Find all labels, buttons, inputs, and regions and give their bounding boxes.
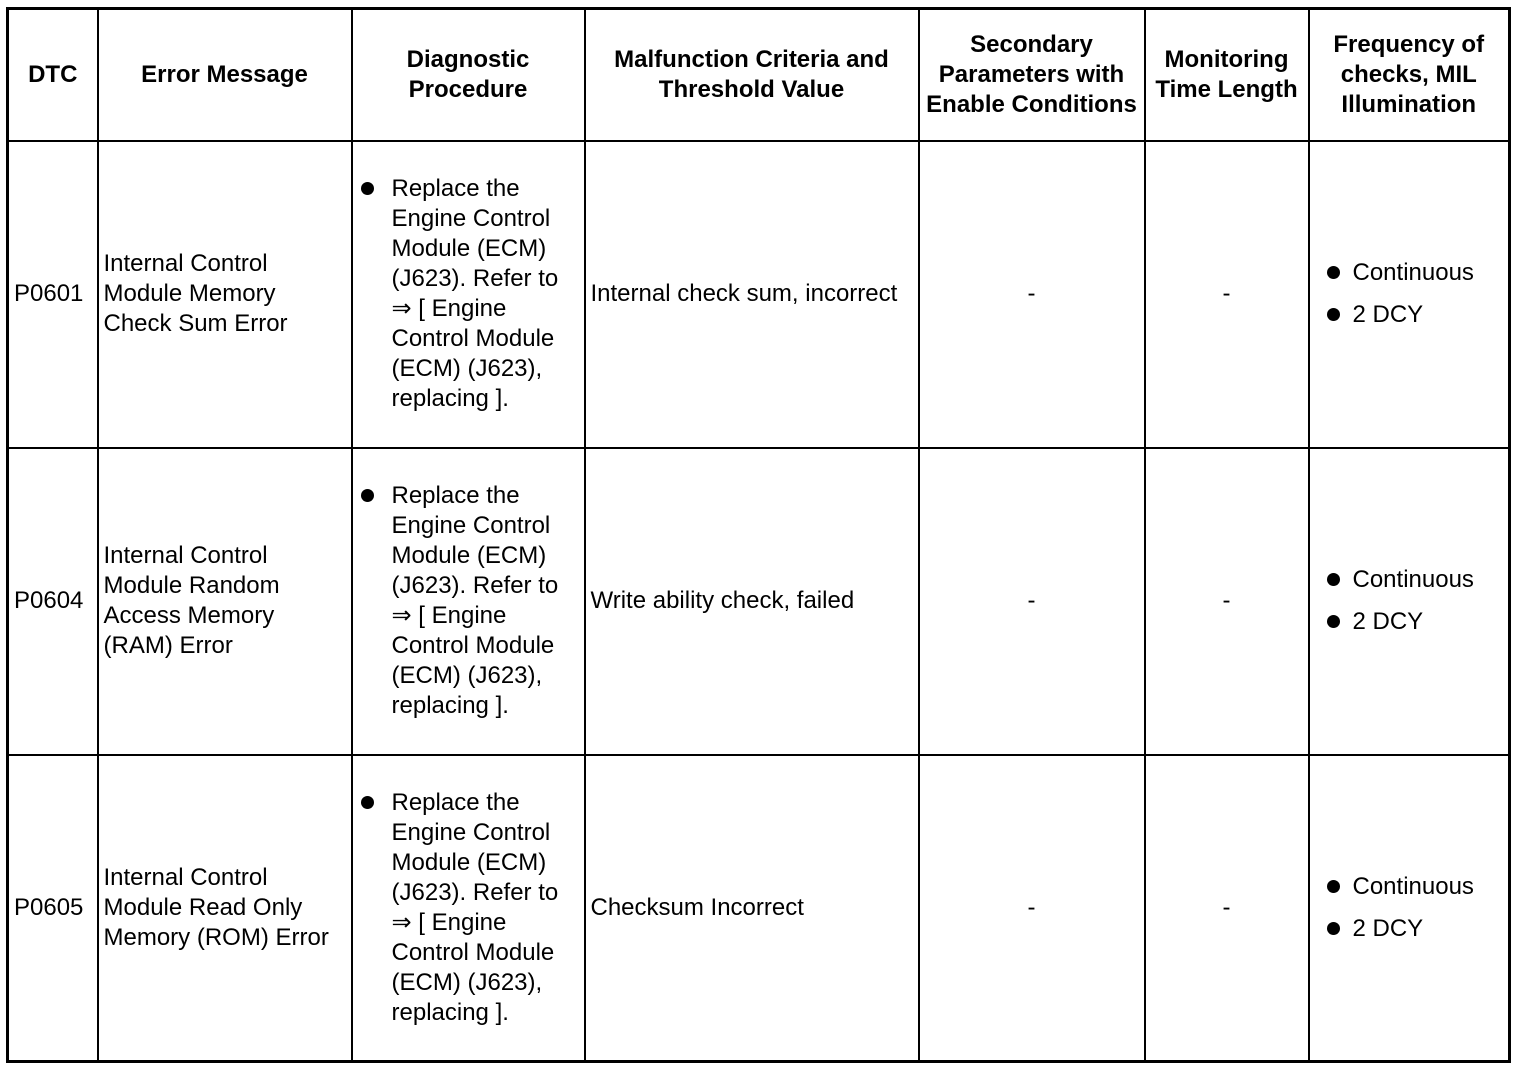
header-secondary-parameters: Secondary Parameters with Enable Conditions — [919, 9, 1145, 141]
error-message: Internal Control Module Random Access Memory (RAM) Error — [98, 448, 352, 755]
table-row — [8, 755, 1510, 1062]
secondary-parameters: - — [919, 448, 1145, 755]
frequency-cell — [1309, 141, 1510, 448]
monitoring-time: - — [1145, 448, 1309, 755]
frequency-item: Continuous — [1315, 872, 1504, 902]
dtc-table — [6, 7, 1511, 1063]
frequency-item: Continuous — [1315, 258, 1504, 288]
header-row — [8, 9, 1510, 141]
dtc-code: P0604 — [8, 448, 98, 755]
malfunction-criteria: Write ability check, failed — [585, 448, 919, 755]
procedure-text: Replace the Engine Control Module (ECM) (J623). Refer to ⇒ [ Engine Control Module (ECM) (J623), replacing ]. — [358, 481, 579, 721]
error-message: Internal Control Module Read Only Memory (ROM) Error — [98, 755, 352, 1062]
diagnostic-procedure — [352, 141, 585, 448]
frequency-cell — [1309, 755, 1510, 1062]
frequency-item: Continuous — [1315, 565, 1504, 595]
header-diagnostic-procedure: Diagnostic Procedure — [352, 9, 585, 141]
secondary-parameters: - — [919, 141, 1145, 448]
table-row — [8, 448, 1510, 755]
header-malfunction-criteria: Malfunction Criteria and Threshold Value — [585, 9, 919, 141]
secondary-parameters: - — [919, 755, 1145, 1062]
dtc-code: P0601 — [8, 141, 98, 448]
dtc-code: P0605 — [8, 755, 98, 1062]
header-frequency: Frequency of checks, MIL Illumination — [1309, 9, 1510, 141]
frequency-item: 2 DCY — [1315, 914, 1504, 944]
monitoring-time: - — [1145, 141, 1309, 448]
diagnostic-procedure — [352, 448, 585, 755]
header-dtc: DTC — [8, 9, 98, 141]
frequency-item: 2 DCY — [1315, 300, 1504, 330]
malfunction-criteria: Checksum Incorrect — [585, 755, 919, 1062]
diagnostic-procedure — [352, 755, 585, 1062]
header-error-message: Error Message — [98, 9, 352, 141]
error-message: Internal Control Module Memory Check Sum Error — [98, 141, 352, 448]
table-row — [8, 141, 1510, 448]
header-monitoring-time: Monitoring Time Length — [1145, 9, 1309, 141]
monitoring-time: - — [1145, 755, 1309, 1062]
procedure-text: Replace the Engine Control Module (ECM) (J623). Refer to ⇒ [ Engine Control Module (ECM) (J623), replacing ]. — [358, 174, 579, 414]
malfunction-criteria: Internal check sum, incorrect — [585, 141, 919, 448]
procedure-text: Replace the Engine Control Module (ECM) (J623). Refer to ⇒ [ Engine Control Module (ECM) (J623), replacing ]. — [358, 788, 579, 1028]
frequency-cell — [1309, 448, 1510, 755]
frequency-item: 2 DCY — [1315, 607, 1504, 637]
